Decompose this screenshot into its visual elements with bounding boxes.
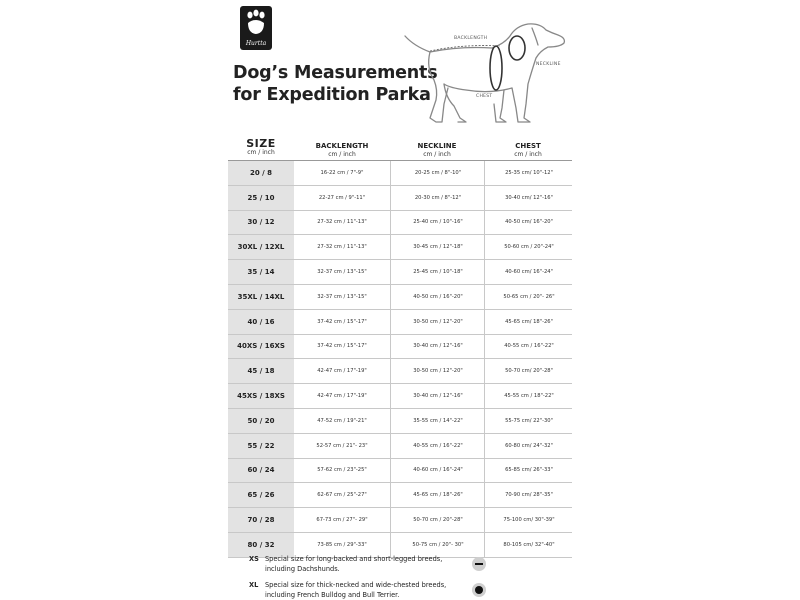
neckline-cell: 30-50 cm / 12"-20" [390,359,485,383]
table-row [228,384,572,409]
neckline-cell: 40-50 cm / 16"-20" [390,285,485,309]
table-row [228,161,572,186]
backlength-cell: 67-73 cm / 27"- 29" [316,517,368,524]
size-cell: 35 / 14 [228,260,294,284]
chest-cell: 50-65 cm / 20"- 26" [484,285,573,309]
size-cell: 30XL / 12XL [228,235,294,259]
size-cell: 40XS / 16XS [228,335,294,359]
size-cell: 80 / 32 [228,533,294,557]
note-text: Special size for thick-necked and wide-chested breeds, including French Bulldog and Bull Terrier. [265,581,447,599]
dog-outline-icon [400,18,570,130]
backlength-cell: 32-37 cm / 13"-15" [317,269,367,276]
size-cell: 30 / 12 [228,211,294,235]
neckline-cell: 50-75 cm / 20"- 30" [390,533,485,557]
header-neckline: NECKLINE cm / inch [417,142,457,158]
backlength-cell: 22-27 cm / 9"-11" [318,194,366,201]
note-code: XL [249,581,259,589]
table-row [228,211,572,236]
backlength-cell: 42-47 cm / 17"-19" [317,368,367,375]
neckline-cell: 30-40 cm / 12"-16" [390,384,485,408]
paw-icon [245,9,267,35]
size-cell: 25 / 10 [228,186,294,210]
chest-cell: 40-50 cm/ 16"-20" [484,211,573,235]
size-cell: 60 / 24 [228,459,294,483]
table-body [228,161,572,558]
logo-wordmark: Hurtta [245,40,267,47]
header-chest: CHEST cm / inch [514,142,542,158]
brand-logo [240,6,272,50]
size-cell: 55 / 22 [228,434,294,458]
table-row [228,310,572,335]
chest-cell: 50-60 cm / 20"-24" [484,235,573,259]
chest-cell: 50-70 cm/ 20"-28" [484,359,573,383]
size-cell: 50 / 20 [228,409,294,433]
backlength-cell: 47-52 cm / 19"-21" [317,417,367,424]
diagram-label-chest: CHEST [476,94,493,99]
table-row [228,260,572,285]
chest-cell: 65-85 cm/ 26"-33" [484,459,573,483]
chest-cell: 45-65 cm/ 18"-26" [484,310,573,334]
size-cell: 20 / 8 [228,161,294,185]
xl-badge-icon [472,583,486,597]
table-row [228,186,572,211]
neckline-cell: 25-40 cm / 10"-16" [390,211,485,235]
backlength-cell: 37-42 cm / 15"-17" [317,343,367,350]
neckline-cell: 30-40 cm / 12"-16" [390,335,485,359]
header-size: SIZE cm / inch [246,137,276,156]
backlength-cell: 27-32 cm / 11"-13" [317,244,367,251]
backlength-cell: 16-22 cm / 7"-9" [320,169,364,176]
size-cell: 40 / 16 [228,310,294,334]
neckline-cell: 40-60 cm / 16"-24" [390,459,485,483]
chest-cell: 40-60 cm/ 16"-24" [484,260,573,284]
title-line-1: Dog’s Measurements [233,63,438,83]
diagram-label-neckline: NECKLINE [536,62,561,67]
neckline-cell: 50-70 cm / 20"-28" [390,508,485,532]
neckline-cell: 40-55 cm / 16"-22" [390,434,485,458]
table-row [228,235,572,260]
table-row [228,359,572,384]
chest-cell: 60-80 cm/ 24"-32" [484,434,573,458]
backlength-cell: 27-32 cm / 11"-13" [317,219,367,226]
backlength-cell: 52-57 cm / 21"- 23" [316,442,368,449]
chest-cell: 75-100 cm/ 30"-39" [484,508,573,532]
dog-measurement-diagram [400,18,570,130]
size-cell: 70 / 28 [228,508,294,532]
table-row [228,409,572,434]
size-cell: 65 / 26 [228,483,294,507]
chest-cell: 45-55 cm / 18"-22" [484,384,573,408]
table-row [228,434,572,459]
chest-cell: 30-40 cm/ 12"-16" [484,186,573,210]
table-row [228,285,572,310]
chest-cell: 55-75 cm/ 22"-30" [484,409,573,433]
diagram-label-backlength: BACKLENGTH [454,36,488,41]
note-code: XS [249,555,259,563]
neckline-cell: 30-45 cm / 12"-18" [390,235,485,259]
table-row [228,483,572,508]
backlength-cell: 42-47 cm / 17"-19" [317,393,367,400]
table-header [228,138,572,161]
note-text: Special size for long-backed and short-legged breeds, including Dachshunds. [265,555,443,573]
neckline-cell: 25-45 cm / 10"-18" [390,260,485,284]
neckline-cell: 35-55 cm / 14"-22" [390,409,485,433]
table-row [228,335,572,360]
table-row [228,459,572,484]
backlength-cell: 57-62 cm / 23"-25" [317,467,367,474]
neckline-cell: 20-30 cm / 8"-12" [390,186,485,210]
chest-cell: 80-105 cm/ 32"-40" [484,533,573,557]
size-cell: 35XL / 14XL [228,285,294,309]
size-cell: 45XS / 18XS [228,384,294,408]
xs-badge-icon [472,557,486,571]
chest-cell: 25-35 cm/ 10"-12" [484,161,573,185]
neckline-cell: 30-50 cm / 12"-20" [390,310,485,334]
neckline-cell: 45-65 cm / 18"-26" [390,483,485,507]
chest-cell: 70-90 cm/ 28"-35" [484,483,573,507]
size-cell: 45 / 18 [228,359,294,383]
backlength-cell: 37-42 cm / 15"-17" [317,318,367,325]
title-line-2: for Expedition Parka [233,85,431,105]
neckline-cell: 20-25 cm / 8"-10" [390,161,485,185]
size-table [228,138,572,558]
backlength-cell: 73-85 cm / 29"-33" [317,541,367,548]
backlength-cell: 62-67 cm / 25"-27" [317,492,367,499]
chest-cell: 40-55 cm / 16"-22" [484,335,573,359]
table-row [228,508,572,533]
header-backlength: BACKLENGTH cm / inch [315,142,369,158]
backlength-cell: 32-37 cm / 13"-15" [317,293,367,300]
